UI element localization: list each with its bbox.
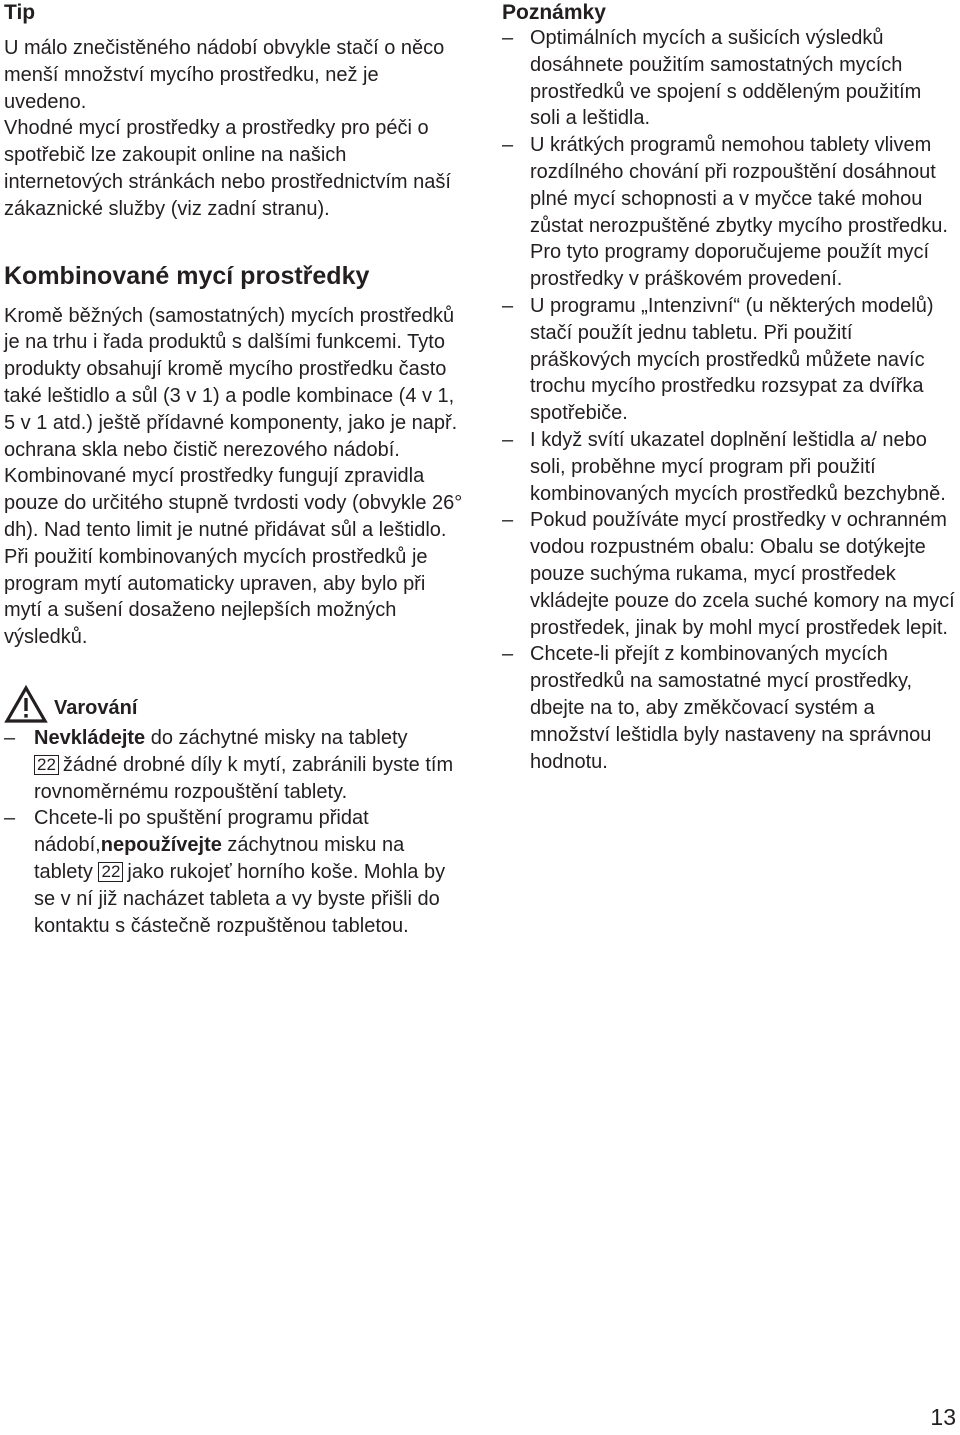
notes-item	[502, 132, 956, 293]
warning-item-2-text-b: záchytnou misku na tablety	[34, 834, 405, 883]
notes-heading: Poznámky	[502, 1, 606, 24]
notes-item	[502, 641, 956, 775]
combined-paragraph-3: Při použití kombinovaných mycích prostředků je program mytí automaticky upraven, aby bylo při mytí a sušení dosaženo nejlepších možných výsledků.	[4, 545, 428, 649]
dash-mark: –	[502, 27, 514, 49]
dash-mark: –	[502, 294, 514, 317]
tip-paragraph-2: Vhodné mycí prostředky a prostředky pro péči o spotřebič lze zakoupit online na našich internetových stránkách nebo prostřednictvím naší zákaznické služby (viz zadní stranu).	[4, 117, 451, 220]
tip-heading: Tip	[4, 1, 36, 24]
warning-item-2-text-a: Chcete-li po spuštění programu přidat nádobí,	[34, 807, 369, 857]
dash-mark: –	[502, 134, 514, 157]
warning-item-2-text-c: jako rukojeť horního koše. Mohla by se v ní již nacházet tableta a vy byste přišli do kontaktu s částečně rozpuštěnou tabletou.	[34, 860, 446, 937]
warning-item-1-bold: Nevkládejte	[34, 726, 146, 749]
tip-paragraph-1: U málo znečistěného nádobí obvykle stačí o něco menší množství mycího prostředku, než je uvedeno.	[4, 37, 445, 113]
notes-item	[502, 293, 956, 427]
page-number: 13	[930, 1404, 956, 1430]
notes-item-text: U programu „Intenzivní“ (u některých modelů) stačí použít jednu tabletu. Při použití práškových mycích prostředků můžete navíc trochu mycího prostředku rozsypat za dvířka spotřebiče.	[530, 294, 934, 425]
warning-triangle-icon	[4, 685, 48, 725]
warning-header	[4, 685, 466, 725]
notes-list	[502, 25, 956, 775]
notes-item	[502, 25, 956, 132]
dash-mark: –	[4, 807, 16, 830]
right-column	[502, 0, 956, 775]
notes-item-text: I když svítí ukazatel doplnění leštidla a/ nebo soli, proběhne mycí program při použití kombinovaných mycích prostředků bezchybně.	[530, 428, 946, 505]
notes-item	[502, 507, 956, 641]
dash-mark: –	[502, 643, 514, 666]
combined-paragraph-2: Kombinované mycí prostředky fungují zpravidla pouze do určitého stupně tvrdosti vody (obvykle 26° dh). Nad tento limit je nutné přidávat sůl a leštidlo.	[4, 465, 463, 541]
warning-list	[4, 725, 466, 939]
left-column	[4, 0, 466, 939]
tablet-tray-ref-number: 22	[34, 755, 59, 775]
combined-detergents-title: Kombinované mycí prostředky	[4, 261, 370, 290]
warning-item-2-bold: nepoužívejte	[100, 834, 222, 857]
notes-item-text: U krátkých programů nemohou tablety vlivem rozdílného chování při rozpouštění dosáhnout plné mycí schopnosti a v myčce také mohou zůstat nerozpuštěné zbytky mycího prostředku. Pro tyto programy doporučujeme použít mycí prostředky v práškovém provedení.	[530, 134, 948, 291]
dash-mark: –	[502, 428, 514, 451]
notes-item	[502, 427, 956, 507]
dash-mark: –	[502, 509, 514, 532]
warning-item-1	[4, 725, 466, 805]
notes-item-text: Chcete-li přejít z kombinovaných mycích prostředků na samostatné mycí prostředky, dbejte na to, aby změkčovací systém a množství leštidla byly nastaveny na správnou hodnotu.	[530, 643, 932, 773]
dash-mark: –	[4, 726, 16, 749]
warning-item-1-text-a: do záchytné misky na tablety	[145, 726, 408, 749]
notes-item-text: Pokud používáte mycí prostředky v ochranném vodou rozpustném obalu: Obalu se dotýkejte pouze suchýma rukama, mycí prostředek vkládejte pouze do zcela suché komory na mycí prostředek, jinak by mohl mycí prostředek lepit.	[530, 509, 955, 639]
warning-item-1-text-b: žádné drobné díly k mytí, zabránili byste tím rovnoměrnému rozpouštění tablety.	[34, 753, 454, 803]
combined-paragraph-1: Kromě běžných (samostatných) mycích prostředků je na trhu i řada produktů s dalšími funkcemi. Tyto produkty obsahují kromě mycího prostředku často také leštidlo a sůl (3 v 1) a podle kombinace (4 v 1, 5 v 1 atd.) ještě přídavné komponenty, jako je např. ochrana skla nebo čistič nerezového nádobí.	[4, 304, 458, 461]
tablet-tray-ref-number: 22	[98, 862, 123, 882]
notes-item-text: Optimálních mycích a sušicích výsledků dosáhnete použitím samostatných mycích prostředků ve spojení s odděleným použitím soli a leštidla.	[530, 27, 922, 130]
warning-item-2	[4, 805, 466, 939]
warning-label: Varování	[54, 696, 138, 719]
